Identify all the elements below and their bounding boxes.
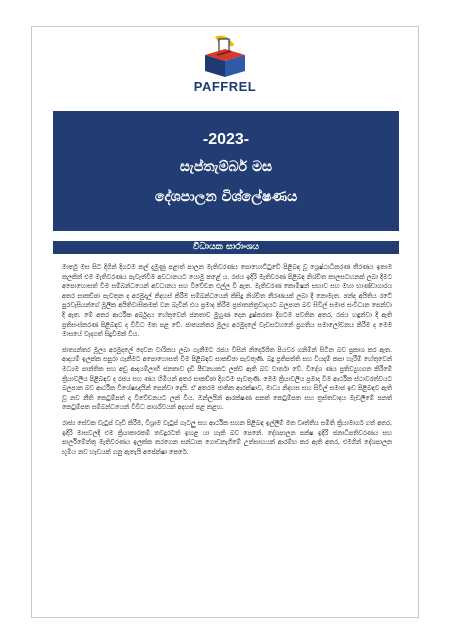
summary-paragraph: රාජ්‍ය සේවක වැටුප් වැඩි කිරීම, විශ්‍රාම වැටුප් ගැටලු සහ ආර්ථික සහන පිළිබඳ ඉල්ලීම් මත වෘත්තීය සමිති ක්‍රියාමාර්ග ගත් අතර, ඉදිරි මාසවලදී එම ක්‍රියාකාරකම් තවදුරටත් ඉහළ යා හැකි බව පෙනේ. දේශපාලන පක්ෂ ඉදිරි ජනාධිපතිවරණය සහ පාර්ලිමේන්තු මැතිවරණය ඉලක්ක කරගෙන සන්ධාන ගොඩනැගීමේ උත්සාහයන් ආරම්භ කර ඇති අතර, එමගින් දේශපාලන භූමිය නව හැඩයක් ගනු ඇතැයි අපේක්ෂා කෙරේ. bbox=[62, 419, 392, 456]
report-month: සැප්තැම්බර් මස bbox=[179, 159, 273, 175]
title-banner bbox=[53, 111, 399, 231]
summary-paragraph: ජාත්‍යන්තර මූල්‍ය අරමුදලේ දෙවන වාරිකය ලබා ගැනීමට රජය විසින් නිර්දේශිත පියවර ගනිමින් සිටින බව ප්‍රකාශ කර ඇත. ආදායම් ඉලක්ක සපුරා ගැනීමට අපොහොසත් වීම පිළිබඳව සාකච්ඡා පැවතුණි. බදු ප්‍රතිපත්ති සහ වියදම් කපා හැරීම් හේතුවෙන් මධ්‍යම පාන්තික සහ අඩු ආදායම්ලාභී ජනතාව දැඩි පීඩනයකට ලක්ව ඇති බව වාර්තා වේ. විදේශ ණය ප්‍රතිව්‍යුහගත කිරීමේ ක්‍රියාවලිය පිළිබඳව ද රජය සහ ණය හිමියන් අතර සාකච්ඡා දිගටම පැවතුණි. මෙම ක්‍රියාවලිය ප්‍රමාද වීම ආර්ථික ස්ථාවරත්වයට බලපාන බව ආර්ථික විශේෂඥයින් පෙන්වා දෙයි. ඒ අතරම ජාතික ආරක්ෂාව, මාධ්‍ය නිදහස සහ සිවිල් සමාජ ඉඩ පිළිබඳව ඇති වූ නව නීති කෙටුම්පත් ද විවේචනයට ලක් විය. ඔන්ලයින් ආරක්ෂණ පනත් කෙටුම්පත සහ ත්‍රස්තවාදය මැඩලීමේ පනත් කෙටුම්පත සම්බන්ධයෙන් විවිධ පාර්ශ්වයන් අදහස් පළ කළහ. bbox=[62, 346, 392, 412]
report-subject: දේශපාලන විශ්ලේෂණය bbox=[154, 189, 298, 205]
summary-paragraph: මාර්තු මස සිට දිගින් දිගටම කල් දැමුණු පළාත් පාලන මැතිවරණය පොහොට්ටුවේ පිළිබඳ වූ ශ්‍රෙෂ්ඨාධිකරණ තීරණය ඉතාම කලකින් එම මැතිවරණය පැවැත්වීම අවධානයට යොමු කළේ ය. රජය ඉදිරි මැතිවරණ පිළිබඳ නිශ්චිත කාලසටහනක් ලබා දීමට අපොහොසත් වීම සම්බන්ධයෙන් අවධානය සහ විවේචන එල්ල වී ඇත. මැතිවරණ කොමිෂන් සභාව සහ මහා භාණ්ඩාගාරය අතර සාකච්ඡා පැවතුන ද අරමුදල් නිදහස් කිරීම සම්බන්ධයෙන් කිසිදු නිශ්චිත තීරණයක් ලබා දී නොමැත. ඡන්ද අයිතිය රටේ පුරවැසියන්ගේ මූලික අයිතිවාසිකමක් වන බැවින් එය ප්‍රමාද කිරීම ප්‍රජාතන්ත්‍රවාදයට බලපාන බව සිවිල් සමාජ සංවිධාන පෙන්වා දී ඇත. මේ අතර ආර්ථික අර්බුදය හේතුවෙන් ජනතාව මුහුණ දෙන දුෂ්කරතා දිගටම පවතින අතර, රජය හඳුන්වා දී ඇති ප්‍රතිසංස්කරණ පිළිබඳව ද විවිධ මත පළ වේ. ජාත්‍යන්තර මූල්‍ය අරමුදලේ වැඩසටහනේ ප්‍රගතිය සමාලෝචනය කිරීම ද මෙම මාසයේ වැදගත් සිදුවීමක් විය. bbox=[62, 264, 392, 339]
brand-name: PAFFREL bbox=[193, 79, 257, 94]
report-year: -2023- bbox=[202, 131, 250, 148]
section-heading: විධායක සාරාංශය bbox=[53, 241, 399, 254]
ballot-box-logo-icon bbox=[195, 33, 255, 79]
summary-body bbox=[62, 263, 392, 463]
document-page bbox=[31, 26, 419, 618]
